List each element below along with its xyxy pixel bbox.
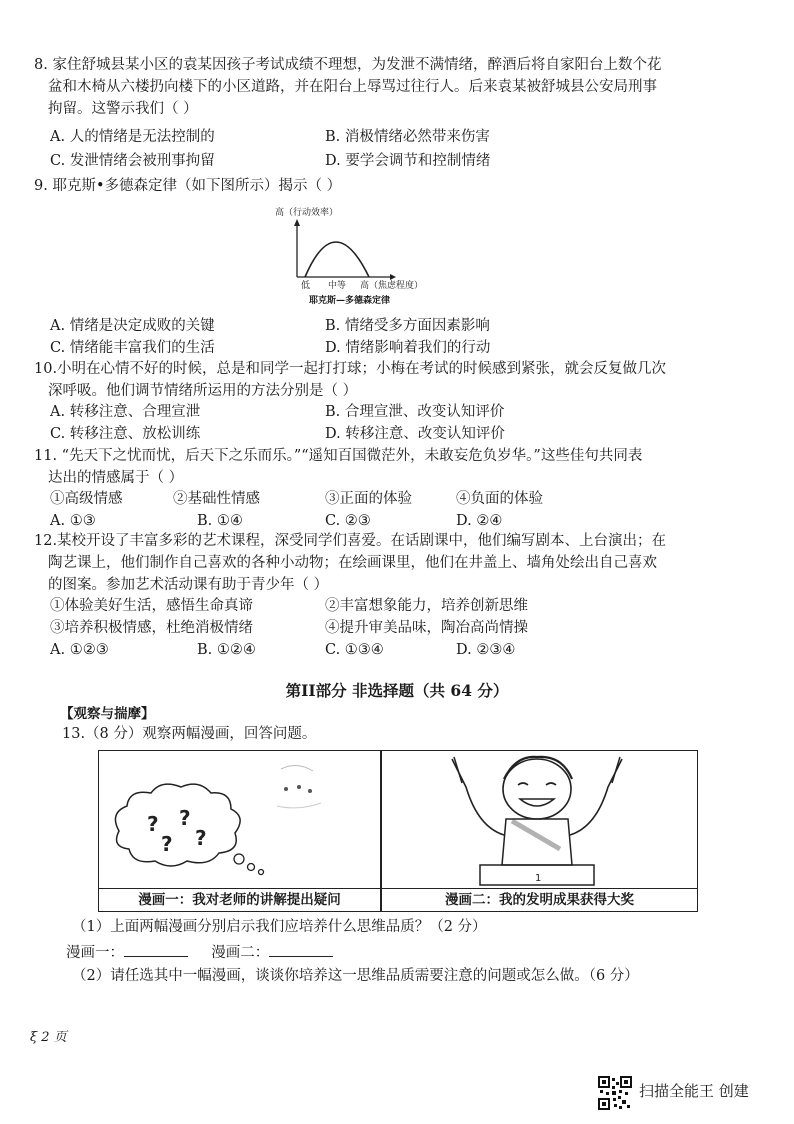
figure-y-label: 高（行动效率） xyxy=(275,208,339,218)
q13-sub-1: （1）上面两幅漫画分别启示我们应培养什么思维品质？（2 分） xyxy=(72,919,487,935)
q12-option-d: D. ②③④ xyxy=(456,642,516,658)
q10-option-d: D. 转移注意、改变认知评价 xyxy=(325,426,505,442)
q11-line-2: 达出的情感属于（ ） xyxy=(48,470,184,486)
q11-item-2: ②基础性情感 xyxy=(173,491,260,507)
q11-item-3: ③正面的体验 xyxy=(325,491,412,507)
q12-option-a: A. ①②③ xyxy=(50,642,109,658)
q12-line-1: 12.某校开设了丰富多彩的艺术课程，深受同学们喜爱。在话剧课中，他们编写剧本、上台演出；在 xyxy=(34,533,667,549)
question-8 xyxy=(34,54,774,120)
q11-option-b: B. ①④ xyxy=(197,513,243,529)
q8-option-c: C. 发泄情绪会被刑事拘留 xyxy=(50,153,215,169)
comic-1-illustration xyxy=(99,751,379,887)
q12-item-3: ③培养积极情感，杜绝消极情绪 xyxy=(50,620,253,636)
q10-line-2: 深呼吸。他们调节情绪所运用的方法分别是（ ） xyxy=(48,383,358,399)
q13-sub-2: （2）请任选其中一幅漫画，谈谈你培养这一思维品质需要注意的问题或怎么做。（6 分） xyxy=(72,968,639,984)
scanner-brand: 扫描全能王 创建 xyxy=(639,1082,749,1100)
q9-option-a: A. 情绪是决定成败的关键 xyxy=(50,318,215,334)
q12-item-2: ②丰富想象能力，培养创新思维 xyxy=(325,598,528,614)
q8-line-3: 拘留。这警示我们（ ） xyxy=(48,101,198,117)
svg-text:?: ? xyxy=(179,806,191,830)
comic-panels xyxy=(98,750,698,912)
q11-option-d: D. ②④ xyxy=(456,513,503,529)
svg-text:1: 1 xyxy=(535,873,542,884)
comic-1-caption: 漫画一：我对老师的讲解提出疑问 xyxy=(99,888,380,911)
q8-option-d: D. 要学会调节和控制情绪 xyxy=(325,153,491,169)
qr-code-icon xyxy=(598,1076,632,1110)
q11-item-1: ①高级情感 xyxy=(50,491,123,507)
q8-option-a: A. 人的情绪是无法控制的 xyxy=(50,129,215,145)
figure-caption: 耶克斯—多德森定律 xyxy=(309,296,391,306)
q9-option-c: C. 情绪能丰富我们的生活 xyxy=(50,340,215,356)
q12-item-1: ①体验美好生活，感悟生命真谛 xyxy=(50,598,253,614)
figure-x-tick-mid: 中等 xyxy=(328,281,347,291)
comic-2-caption: 漫画二：我的发明成果获得大奖 xyxy=(382,888,697,911)
comic-2-illustration xyxy=(382,751,696,887)
q8-option-b: B. 消极情绪必然带来伤害 xyxy=(325,129,490,145)
question-11 xyxy=(34,445,774,489)
q12-option-c: C. ①③④ xyxy=(325,642,384,658)
answer-blank-1[interactable] xyxy=(124,942,188,957)
q10-option-b: B. 合理宣泄、改变认知评价 xyxy=(325,404,505,420)
q12-line-3: 的图案。参加艺术活动课有助于青少年（ ） xyxy=(48,577,329,593)
q13-stem: 13.（8 分）观察两幅漫画，回答问题。 xyxy=(62,726,317,742)
q9-option-d: D. 情绪影响着我们的行动 xyxy=(325,340,491,356)
q10-line-1: 10.小明在心情不好的时候，总是和同学一起打打球；小梅在考试的时候感到紧张，就会反复做几次 xyxy=(34,361,667,377)
q13-answer-line xyxy=(66,942,333,963)
q10-option-c: C. 转移注意、放松训练 xyxy=(50,426,201,442)
q12-item-4: ④提升审美品味，陶冶高尚情操 xyxy=(325,620,528,636)
q8-line-1: 8. 家住舒城县某小区的袁某因孩子考试成绩不理想，为发泄不满情绪，醉酒后将自家阳台上数个花 xyxy=(34,57,662,73)
blank-2-label: 漫画二： xyxy=(211,945,270,961)
blank-1-label: 漫画一： xyxy=(66,945,124,961)
svg-text:?: ? xyxy=(147,812,159,836)
q11-item-4: ④负面的体验 xyxy=(456,491,543,507)
page-number: ξ 2 页 xyxy=(30,1030,67,1045)
q12-line-2: 陶艺课上，他们制作自己喜欢的各种小动物；在绘画课里，他们在井盖上、墙角处绘出自己喜欢 xyxy=(48,555,657,571)
q10-option-a: A. 转移注意、合理宣泄 xyxy=(50,404,201,420)
yerkes-dodson-figure xyxy=(265,205,435,310)
q11-line-1: 11. “先天下之忧而忧，后天下之乐而乐。”“遥知百国微茫外，未敢妄危负岁华。”这些佳句共同表 xyxy=(34,448,643,464)
question-12 xyxy=(34,530,774,596)
svg-text:?: ? xyxy=(195,826,207,850)
part2-title: 第II部分 非选择题（共 64 分） xyxy=(285,681,509,700)
q12-option-b: B. ①②④ xyxy=(197,642,256,658)
answer-blank-2[interactable] xyxy=(269,942,333,957)
q8-line-2: 盆和木椅从六楼扔向楼下的小区道路，并在阳台上辱骂过往行人。后来袁某被舒城县公安局刑事 xyxy=(48,79,657,95)
section-heading: 【观察与揣摩】 xyxy=(60,706,155,722)
figure-x-tick-low: 低 xyxy=(301,281,311,291)
q9-stem: 9. 耶克斯•多德森定律（如下图所示）揭示（ ） xyxy=(34,178,342,194)
question-10 xyxy=(34,358,774,402)
q9-option-b: B. 情绪受多方面因素影响 xyxy=(325,318,490,334)
q11-option-a: A. ①③ xyxy=(50,513,96,529)
figure-x-tick-high: 高（焦虑程度） xyxy=(360,281,424,291)
q11-option-c: C. ②③ xyxy=(325,513,371,529)
svg-text:?: ? xyxy=(161,832,173,856)
